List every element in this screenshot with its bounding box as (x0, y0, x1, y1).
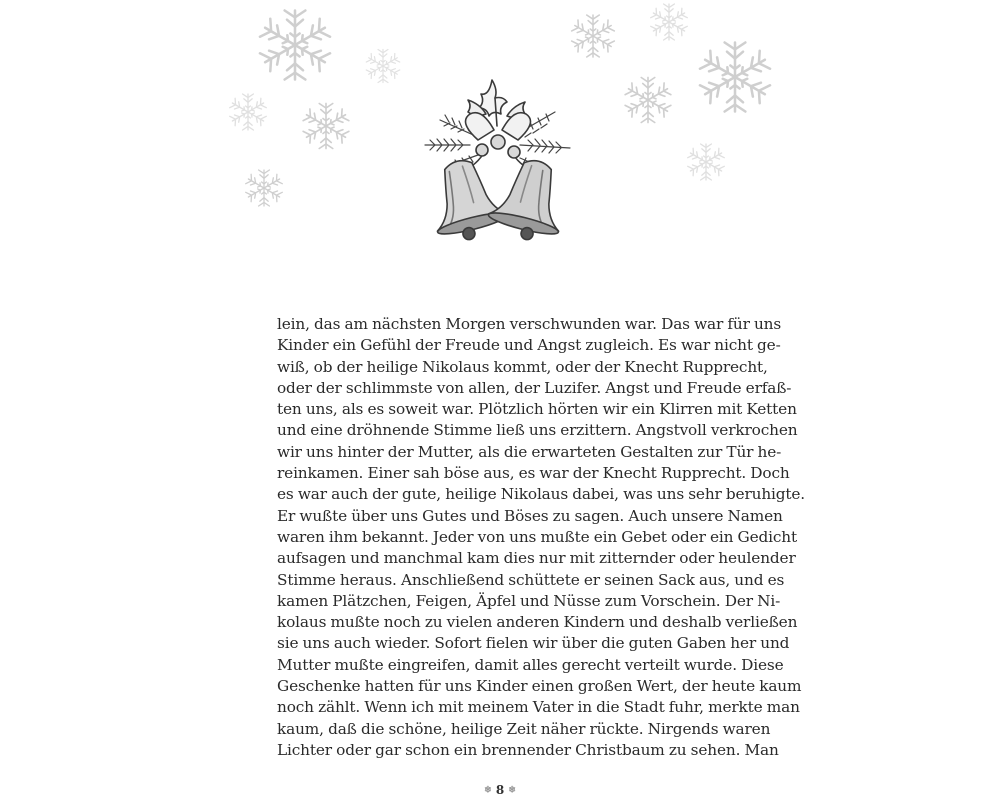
text-line: Geschenke hatten für uns Kinder einen großen Wert, der heute kaum (277, 677, 802, 696)
text-line: es war auch der gute, heilige Nikolaus dabei, was uns sehr beruhigte. (277, 485, 806, 504)
snowflakes-layer (0, 0, 1000, 260)
text-line: kaum, daß die schöne, heilige Zeit näher rückte. Nirgends waren (277, 719, 771, 738)
snowflake-icon (651, 4, 688, 40)
snowflake-icon (572, 15, 615, 57)
snowflake-icon (246, 170, 283, 206)
text-line: Kinder ein Gefühl der Freude und Angst zugleich. Es war nicht ge- (277, 336, 781, 355)
header-ornament (0, 0, 1000, 260)
snowflake-icon (303, 104, 349, 149)
text-line: kamen Plätzchen, Feigen, Äpfel und Nüsse zum Vorschein. Der Ni- (277, 591, 781, 610)
snowflake-icon (625, 78, 671, 123)
snowflake-icon (260, 11, 330, 80)
text-line: sie uns auch wieder. Sofort fielen wir über die guten Gaben her und (277, 634, 790, 653)
text-line: Mutter mußte eingreifen, damit alles gerecht verteilt wurde. Diese (277, 655, 784, 674)
text-line: und eine dröhnende Stimme ließ uns erzittern. Angstvoll verkrochen (277, 421, 798, 440)
text-line: Lichter oder gar schon ein brennender Christbaum zu sehen. Man (277, 740, 779, 759)
snowflake-icon: ❄ (484, 785, 492, 796)
text-line: waren ihm bekannt. Jeder von uns mußte ein Gebet oder ein Gedicht (277, 527, 797, 546)
snowflake-icon: ❄ (508, 785, 516, 796)
text-line: wir uns hinter der Mutter, als die erwarteten Gestalten zur Tür he- (277, 442, 782, 461)
page-number: 8 (495, 783, 505, 797)
body-text (277, 314, 806, 761)
text-line: wiß, ob der heilige Nikolaus kommt, oder der Knecht Rupprecht, (277, 357, 768, 376)
text-line: lein, das am nächsten Morgen verschwunden war. Das war für uns (277, 315, 782, 333)
snowflake-icon (688, 144, 725, 180)
snowflake-icon (366, 50, 400, 83)
page-footer (0, 783, 1000, 797)
text-line: noch zählt. Wenn ich mit meinem Vater in die Stadt fuhr, merkte man (277, 698, 800, 717)
snowflake-icon (230, 94, 267, 130)
text-line: reinkamen. Einer sah böse aus, es war der Knecht Rupprecht. Doch (277, 464, 790, 483)
text-line: Er wußte über uns Gutes und Böses zu sagen. Auch unsere Namen (277, 506, 783, 525)
text-line: aufsagen und manchmal kam dies nur mit zitternder oder heulender (277, 549, 796, 568)
text-line: ten uns, als es soweit war. Plötzlich hörten wir ein Klirren mit Ketten (277, 400, 797, 419)
text-line: kolaus mußte noch zu vielen anderen Kindern und deshalb verließen (277, 613, 798, 632)
christmas-bells-icon (422, 80, 574, 247)
text-line: Stimme heraus. Anschließend schüttete er seinen Sack aus, und es (277, 570, 785, 589)
snowflake-icon (700, 43, 770, 112)
text-line: oder der schlimmste von allen, der Luzifer. Angst und Freude erfaß- (277, 378, 792, 397)
